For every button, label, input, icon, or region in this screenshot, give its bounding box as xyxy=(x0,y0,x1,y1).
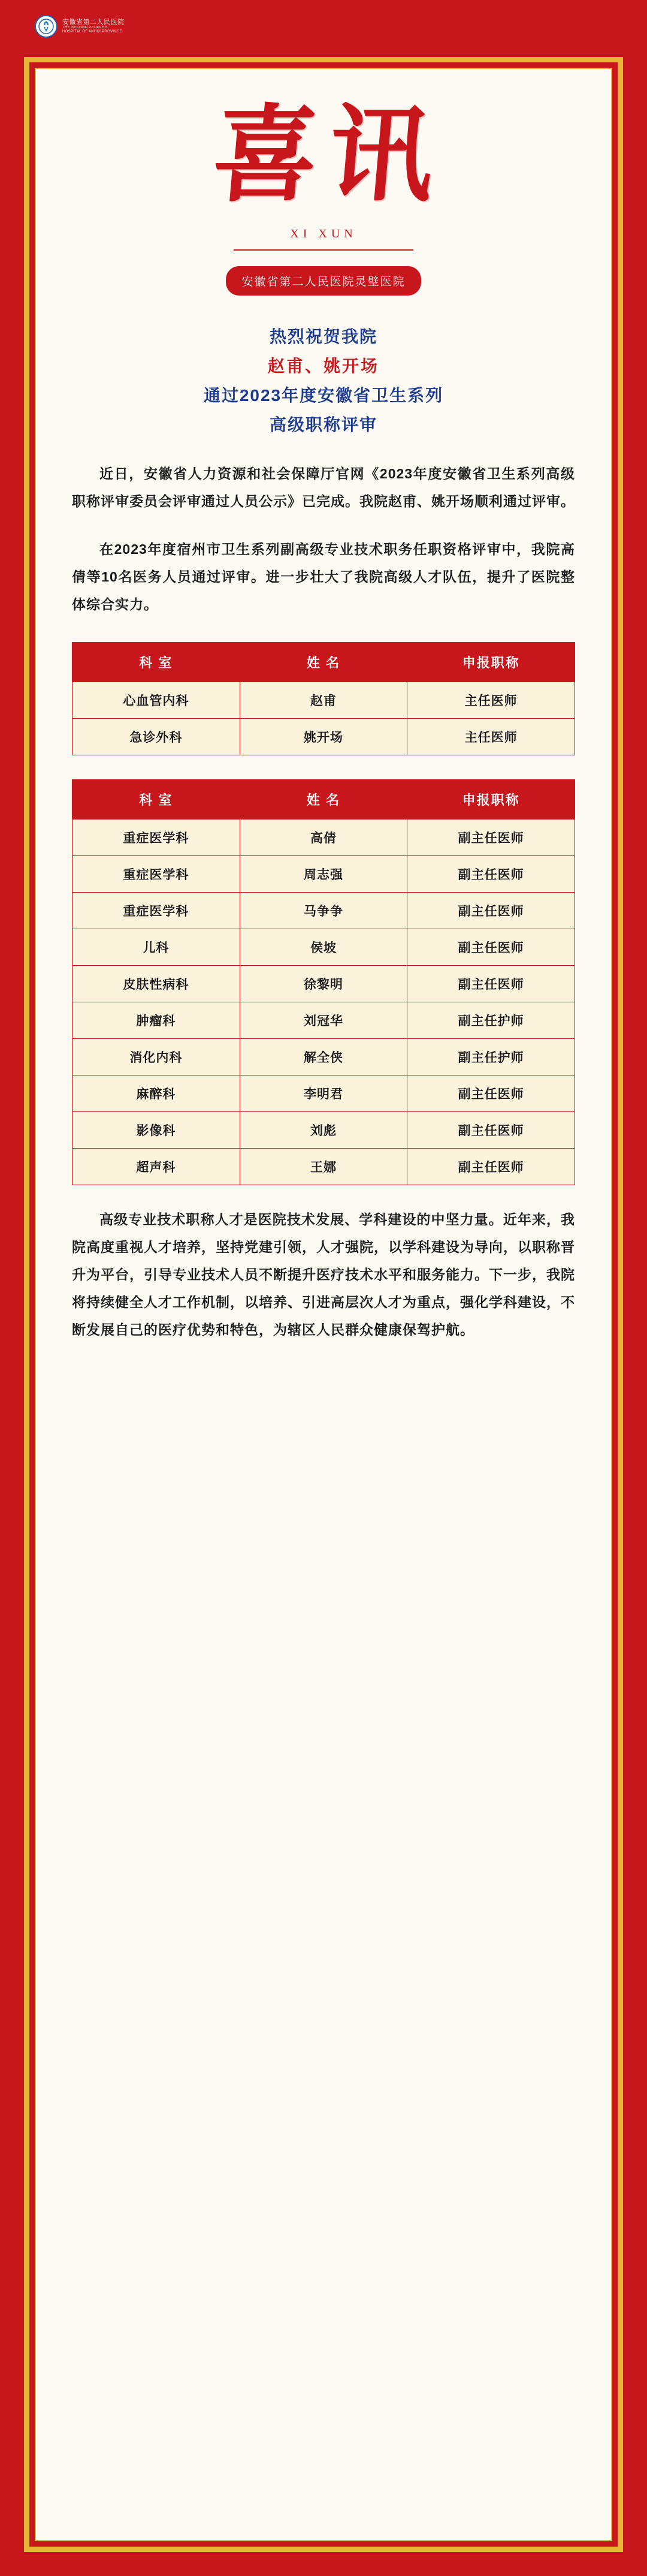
cell-department: 肿瘤科 xyxy=(72,1002,240,1039)
cell-name: 赵甫 xyxy=(240,682,407,719)
logo-cn-name: 安徽省第二人民医院 xyxy=(62,18,125,26)
poster-content xyxy=(35,68,612,1393)
hospital-name-badge: 安徽省第二人民医院灵璧医院 xyxy=(226,266,421,296)
cell-department: 消化内科 xyxy=(72,1039,240,1075)
associate-title-table xyxy=(72,779,575,1185)
cell-department: 心血管内科 xyxy=(72,682,240,719)
table-row xyxy=(72,1149,575,1185)
cell-name: 侯坡 xyxy=(240,929,407,966)
headline-line-2-names: 赵甫、姚开场 xyxy=(267,357,379,375)
cell-department: 皮肤性病科 xyxy=(72,966,240,1002)
hero-char-xun: 讯 xyxy=(324,93,439,216)
cell-name: 姚开场 xyxy=(240,719,407,755)
cell-name: 徐黎明 xyxy=(240,966,407,1002)
cell-title: 副主任护师 xyxy=(407,1002,575,1039)
hero-pinyin: XI XUN xyxy=(290,227,357,240)
table-row xyxy=(72,1039,575,1075)
cell-title: 副主任医师 xyxy=(407,820,575,856)
cell-name: 李明君 xyxy=(240,1075,407,1112)
cell-name: 刘冠华 xyxy=(240,1002,407,1039)
cell-title: 副主任医师 xyxy=(407,856,575,893)
hero-divider xyxy=(234,249,413,251)
hero-char-xi: 喜 xyxy=(208,93,324,216)
column-header-department: 科 室 xyxy=(72,643,240,682)
column-header-title: 申报职称 xyxy=(407,780,575,820)
cell-department: 儿科 xyxy=(72,929,240,966)
cell-title: 副主任医师 xyxy=(407,966,575,1002)
cell-department: 重症医学科 xyxy=(72,820,240,856)
table-row xyxy=(72,1002,575,1039)
cell-title: 副主任医师 xyxy=(407,1112,575,1149)
closing-paragraph: 高级专业技术职称人才是医院技术发展、学科建设的中坚力量。近年来，我院高度重视人才培养，坚持党建引领，人才强院，以学科建设为导向，以职称晋升为平台，引导专业技术人员不断提升医疗技术水平和服务能力。下一步，我院将持续健全人才工作机制，以培养、引进高层次人才为重点，强化学科建设，不断发展自己的医疗优势和特色，为辖区人民群众健康保驾护航。 xyxy=(72,1212,575,1337)
paragraph-2: 在2023年度宿州市卫生系列副高级专业技术职务任职资格评审中，我院高倩等10名医务人员通过评审。进一步壮大了我院高级人才队伍，提升了医院整体综合实力。 xyxy=(72,541,575,612)
cell-department: 影像科 xyxy=(72,1112,240,1149)
table-header-row xyxy=(72,780,575,820)
table-row xyxy=(72,893,575,929)
headline-line-4: 高级职称评审 xyxy=(269,415,377,434)
cell-title: 副主任医师 xyxy=(407,893,575,929)
column-header-name: 姓 名 xyxy=(240,780,407,820)
cell-title: 主任医师 xyxy=(407,719,575,755)
cell-name: 周志强 xyxy=(240,856,407,893)
table-row xyxy=(72,820,575,856)
hero-section xyxy=(72,68,575,296)
bottom-spacer xyxy=(72,1357,575,1393)
cell-title: 副主任医师 xyxy=(407,1075,575,1112)
table-row xyxy=(72,682,575,719)
column-header-name: 姓 名 xyxy=(240,643,407,682)
hospital-logo xyxy=(35,11,125,42)
senior-title-table xyxy=(72,642,575,755)
headline-line-1: 热烈祝贺我院 xyxy=(269,327,377,346)
cell-name: 高倩 xyxy=(240,820,407,856)
cell-name: 马争争 xyxy=(240,893,407,929)
paragraph-1: 近日，安徽省人力资源和社会保障厅官网《2023年度安徽省卫生系列高级职称评审委员会评审通过人员公示》已完成。我院赵甫、姚开场顺利通过评审。 xyxy=(72,466,575,509)
cell-name: 解全侠 xyxy=(240,1039,407,1075)
cell-title: 副主任医师 xyxy=(407,1149,575,1185)
cell-title: 副主任护师 xyxy=(407,1039,575,1075)
cell-department: 重症医学科 xyxy=(72,856,240,893)
cell-department: 超声科 xyxy=(72,1149,240,1185)
table-row xyxy=(72,719,575,755)
headline-block xyxy=(72,322,575,439)
column-header-title: 申报职称 xyxy=(407,643,575,682)
cell-name: 王娜 xyxy=(240,1149,407,1185)
column-header-department: 科 室 xyxy=(72,780,240,820)
cell-title: 副主任医师 xyxy=(407,929,575,966)
cell-department: 麻醉科 xyxy=(72,1075,240,1112)
cell-title: 主任医师 xyxy=(407,682,575,719)
logo-en-name: THE SECOND PEOPLE'S HOSPITAL OF ANHUI PROVINCE xyxy=(62,26,122,34)
table-row xyxy=(72,966,575,1002)
hospital-emblem-icon xyxy=(35,15,58,38)
table-row xyxy=(72,856,575,893)
headline-line-3: 通过2023年度安徽省卫生系列 xyxy=(203,386,444,405)
table-row xyxy=(72,929,575,966)
table-row xyxy=(72,1075,575,1112)
logo-text xyxy=(62,19,125,34)
table-row xyxy=(72,1112,575,1149)
cell-department: 急诊外科 xyxy=(72,719,240,755)
cell-name: 刘彪 xyxy=(240,1112,407,1149)
cell-department: 重症医学科 xyxy=(72,893,240,929)
table-header-row xyxy=(72,643,575,682)
hero-calligraphy xyxy=(72,86,575,224)
